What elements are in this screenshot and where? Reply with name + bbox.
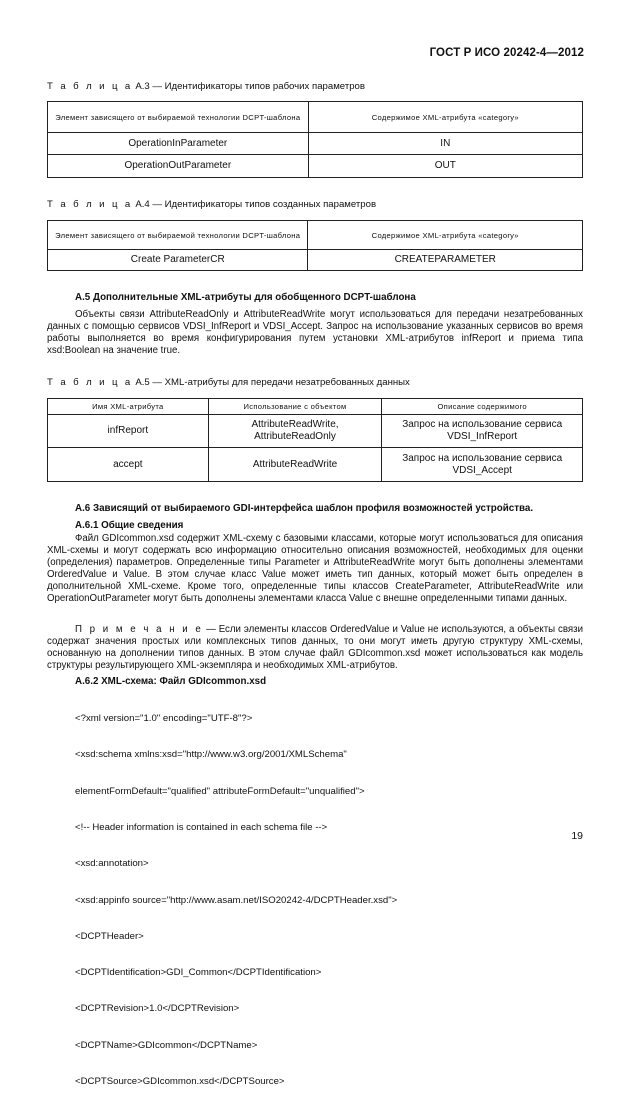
section-a6-1-text: Файл GDIcommon.xsd содержит XML-схему с базовыми классами, которые могут использоваться для описания XML-схемы и могут содержать всю информацию относительно описания возможностей, необходимых для оценки (определения) параметров. Определенные типы Parameter и AttributeReadWrite могут быть дополнены элементами OrderedValue и Value. В этом случае класс Value может иметь тип данных, который может быть определен в дополнительной XML-схеме. Кроме того, определенные типы классов CreateParameter, AttributeReadWrite или OperationOutParameter могут быть дополнены элементами класса Value с внешне определенными типами данных. [47,533,583,605]
table-a4-caption [47,199,376,210]
section-a6-2-title: А.6.2 XML-схема: Файл GDIcommon.xsd [75,676,267,687]
table-cell: CREATEPARAMETER [308,250,583,271]
table-header-cell: Описание содержимого [382,399,583,415]
page-number: 19 [571,830,583,842]
code-line: <DCPTHeader> [75,930,144,942]
table-row [48,415,583,448]
table-a3-caption [47,81,365,92]
table-cell: OperationOutParameter [48,155,309,178]
table-cell: OperationInParameter [48,133,309,155]
table-cell: AttributeReadWrite [208,448,382,482]
code-line: <DCPTRevision>1.0</DCPTRevision> [75,1003,240,1015]
table-cell: accept [48,448,209,482]
caption-text: А.3 — Идентификаторы типов рабочих параметров [132,81,365,92]
code-line: <DCPTName>GDIcommon</DCPTName> [75,1039,258,1051]
xml-code-block [75,689,397,1112]
code-line: elementFormDefault="qualified" attributeFormDefault="unqualified"> [75,785,365,797]
table-cell: AttributeReadWrite, AttributeReadOnly [208,415,382,448]
table-cell: Запрос на использование сервиса VDSI_InfReport [382,415,583,448]
table-header-cell: Имя XML-атрибута [48,399,209,415]
code-line: <?xml version="1.0" encoding="UTF-8"?> [75,713,253,725]
table-header-cell: Элемент зависящего от выбираемой технологии DCPT-шаблона [48,221,308,250]
caption-text: А.4 — Идентификаторы типов созданных параметров [132,199,377,210]
table-row [48,155,583,178]
table-row [48,133,583,155]
table-header-cell: Элемент зависящего от выбираемой технологии DCPT-шаблона [48,102,309,133]
table-cell: Запрос на использование сервиса VDSI_Accept [382,448,583,482]
table-cell: IN [308,133,582,155]
section-a5-title: А.5 Дополнительные XML-атрибуты для обобщенного DCPT-шаблона [75,292,416,303]
caption-prefix: Т а б л и ц а [47,377,133,388]
code-line: <!-- Header information is contained in each schema file --> [75,822,328,834]
code-line: <xsd:schema xmlns:xsd="http://www.w3.org/2001/XMLSchema" [75,749,347,761]
code-line: <xsd:appinfo source="http://www.asam.net/ISO20242-4/DCPTHeader.xsd"> [75,894,398,906]
note-text: — Если элементы классов OrderedValue и Value не используются, а объекты связи содержат значения простых или комплексных типов данных, то они могут иметь другую структуру XML-схемы, основанную на дополнении типов данных. В этом случае файл GDIcommon.xsd может использоваться как модель структуры результирующего XML-экземпляра и необходимых XML-атрибутов. [47,624,584,672]
caption-text: А.5 — XML-атрибуты для передачи незатребованных данных [132,377,410,388]
table-header-cell: Содержимое XML-атрибута «category» [308,102,582,133]
section-a6-note [47,624,583,672]
section-a6-1-title: А.6.1 Общие сведения [75,520,184,531]
table-a4 [47,220,583,271]
standard-header: ГОСТ Р ИСО 20242-4—2012 [429,47,584,59]
code-line: <DCPTSource>GDIcommon.xsd</DCPTSource> [75,1076,285,1087]
caption-prefix: Т а б л и ц а [47,81,133,92]
code-line: <DCPTIdentification>GDI_Common</DCPTIdentification> [75,967,322,979]
table-a5 [47,398,583,482]
table-header-cell: Использование с объектом [208,399,382,415]
code-line: <xsd:annotation> [75,858,149,870]
table-row [48,448,583,482]
table-a3 [47,101,583,178]
note-prefix: П р и м е ч а н и е [75,624,204,635]
table-a5-caption [47,377,410,388]
table-row [48,250,583,271]
table-cell: infReport [48,415,209,448]
section-a6-title: А.6 Зависящий от выбираемого GDI-интерфейса шаблон профиля возможностей устройства. [75,503,534,514]
table-cell: OUT [308,155,582,178]
table-header-cell: Содержимое XML-атрибута «category» [308,221,583,250]
caption-prefix: Т а б л и ц а [47,199,133,210]
section-a5-text: Объекты связи AttributeReadOnly и AttributeReadWrite могут использоваться для передачи незатребованных данных с помощью сервисов VDSI_InfReport и VDSI_Accept. Запрос на использование указанных сервисов во время работы выполняется во время конфигурирования путем установки XML-атрибутов infReport и приема типа xsd:Boolean на значение true. [47,309,583,357]
table-cell: Create ParameterCR [48,250,308,271]
